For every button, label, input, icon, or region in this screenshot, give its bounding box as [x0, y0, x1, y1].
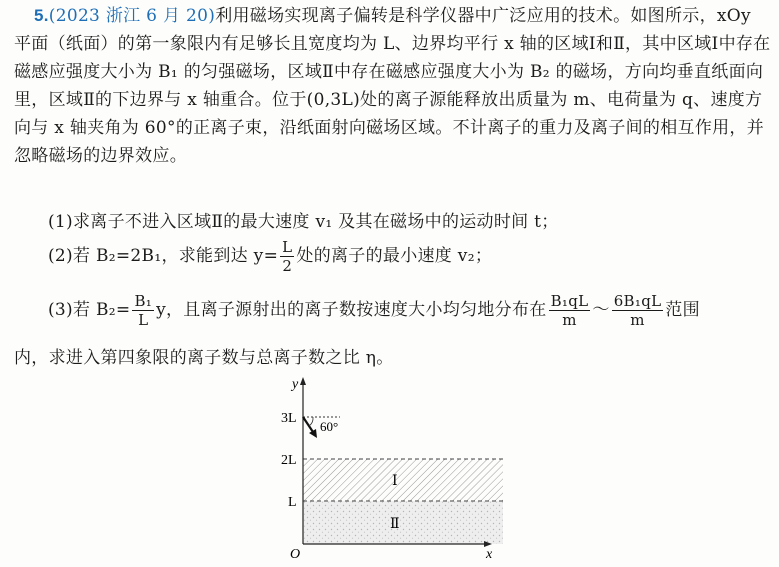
angle-arc: [309, 417, 313, 426]
q2-frac-num: L: [282, 238, 293, 256]
region-1-label: Ⅰ: [392, 474, 398, 489]
problem-statement: [14, 2, 772, 170]
q3-end: 范围: [665, 300, 700, 320]
region-1-area: [303, 459, 503, 501]
question-1: (1)求离子不进入区域Ⅱ的最大速度 v₁ 及其在磁场中的运动时间 t；: [48, 212, 559, 232]
q3-f3-den: m: [630, 311, 645, 329]
q3-fraction-min: [549, 292, 591, 329]
q3-f2-den: m: [562, 311, 577, 329]
angle-label: 60°: [320, 419, 339, 434]
question-2: [48, 238, 492, 275]
question-3: [48, 292, 700, 329]
tick-L: L: [288, 495, 297, 510]
tick-2L: 2L: [281, 453, 297, 468]
q3-f3-num: 6B₁qL: [613, 292, 662, 310]
q3-middle: y，且离子源射出的离子数按速度大小均匀地分布在: [156, 300, 547, 320]
q3-f2-num: B₁qL: [550, 292, 589, 310]
q2-fraction: [280, 238, 294, 275]
region-2-label: Ⅱ: [390, 517, 400, 532]
q3-tilde: ～: [592, 300, 610, 320]
q3-f1-num: B₁: [134, 292, 153, 310]
magnetic-field-figure: [270, 372, 510, 562]
tick-3L: 3L: [281, 411, 297, 426]
q3-prefix: (3)若 B₂=: [48, 300, 131, 320]
problem-intro: 利用磁场实现离子偏转是科学仪器中广泛应用的技术。如图所示，xOy 平面（纸面）的第一象限内有足够长且宽度均为 L、边界均平行 x 轴的区域Ⅰ和Ⅱ，其中区域Ⅰ中存在磁感应强度大小为 B₁ 的匀强磁场，区域Ⅱ中存在磁感应强度大小为 B₂ 的磁场，方向均垂直纸面向里，区域Ⅱ的下边界与 x 轴重合。位于(0,3L)处的离子源能释放出质量为 m、电荷量为 q、速度方向与 x 轴夹角为 60°的正离子束，沿纸面射向磁场区域。不计离子的重力及离子间的相互作用，并忽略磁场的边界效应。: [14, 6, 771, 166]
problem-number: 5.: [34, 6, 49, 25]
y-axis-arrow: [300, 377, 306, 385]
q3-fraction-b1-over-l: [132, 292, 154, 329]
question-3-line2: 内，求进入第四象限的离子数与总离子数之比 η。: [14, 348, 394, 368]
q2-frac-den: 2: [282, 257, 293, 275]
x-axis-label: x: [486, 547, 493, 562]
origin-label: O: [290, 547, 301, 562]
problem-source: (2023 浙江 6 月 20): [48, 6, 216, 26]
q3-f1-den: L: [138, 311, 149, 329]
q3-fraction-max: [612, 292, 664, 329]
y-axis-label: y: [292, 377, 299, 392]
q2-suffix: 处的离子的最小速度 v₂；: [296, 246, 493, 266]
q2-prefix: (2)若 B₂=2B₁，求能到达 y=: [48, 246, 279, 266]
